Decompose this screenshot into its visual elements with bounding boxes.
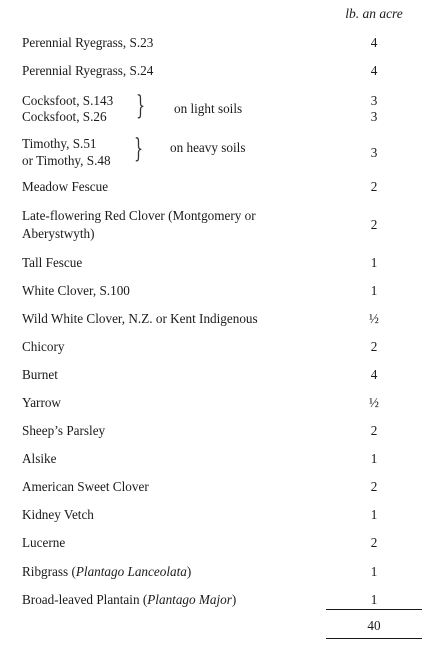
seed-name: Alsike [22, 451, 57, 466]
seed-quantity: 4 [370, 35, 378, 50]
total-rule-bottom [326, 638, 422, 639]
seed-name: Perennial Ryegrass, S.23 [22, 35, 154, 50]
seed-quantity: 1 [370, 507, 378, 522]
seed-name: American Sweet Clover [22, 479, 149, 494]
seed-quantity: 1 [370, 564, 378, 579]
seed-name: Cocksfoot, S.143 [22, 93, 114, 108]
group-brace: } [136, 91, 146, 121]
latin-name: Plantago Lanceolata [75, 564, 187, 579]
total-quantity: 40 [367, 618, 381, 633]
seed-name: Aberystwyth) [22, 226, 95, 241]
latin-name: Plantago Major [147, 592, 232, 607]
seed-name: Kidney Vetch [22, 507, 94, 522]
seed-name: Meadow Fescue [22, 179, 109, 194]
seed-name-tail: ) [186, 564, 192, 579]
seed-name: Timothy, S.51 [22, 136, 97, 151]
seed-quantity: 3 [370, 93, 378, 108]
seed-name-tail: ) [231, 592, 237, 607]
seed-name: Late-flowering Red Clover (Montgomery or [22, 208, 256, 223]
seed-quantity: 1 [370, 451, 378, 466]
seed-name: Tall Fescue [22, 255, 83, 270]
seed-name: Lucerne [22, 535, 66, 550]
seed-name: Wild White Clover, N.Z. or Kent Indigenous [22, 311, 258, 326]
seed-name: Yarrow [22, 395, 61, 410]
seed-quantity: 1 [370, 283, 378, 298]
seed-quantity: 2 [370, 339, 378, 354]
seed-quantity: 3 [370, 145, 378, 160]
seed-name [22, 563, 191, 580]
seed-quantity: 3 [370, 109, 378, 124]
seed-name: Cocksfoot, S.26 [22, 109, 107, 124]
seed-name-text: Ribgrass ( [22, 564, 76, 579]
seed-name: White Clover, S.100 [22, 283, 130, 298]
seed-name: Burnet [22, 367, 58, 382]
soil-note-light: on light soils [174, 101, 243, 116]
seed-quantity: 1 [370, 592, 378, 607]
seed-name: Sheep’s Parsley [22, 423, 106, 438]
seed-quantity: 2 [370, 535, 378, 550]
soil-note-heavy: on heavy soils [170, 140, 246, 155]
seed-quantity: ½ [369, 395, 379, 410]
seed-quantity: 2 [370, 423, 378, 438]
seed-name: Perennial Ryegrass, S.24 [22, 63, 154, 78]
seed-quantity: 2 [370, 479, 378, 494]
seed-name: Chicory [22, 339, 65, 354]
seed-name [22, 591, 236, 608]
group-brace: } [134, 134, 144, 164]
seed-quantity: 2 [370, 179, 378, 194]
seed-quantity: 2 [370, 217, 378, 232]
seed-quantity: 1 [370, 255, 378, 270]
seed-name: or Timothy, S.48 [22, 153, 111, 168]
seed-quantity: 4 [370, 63, 378, 78]
seed-quantity: ½ [369, 311, 379, 326]
total-rule-top [326, 609, 422, 610]
seed-name-text: Broad-leaved Plantain ( [22, 592, 148, 607]
seed-quantity: 4 [370, 367, 378, 382]
unit-header: lb. an acre [345, 6, 403, 21]
